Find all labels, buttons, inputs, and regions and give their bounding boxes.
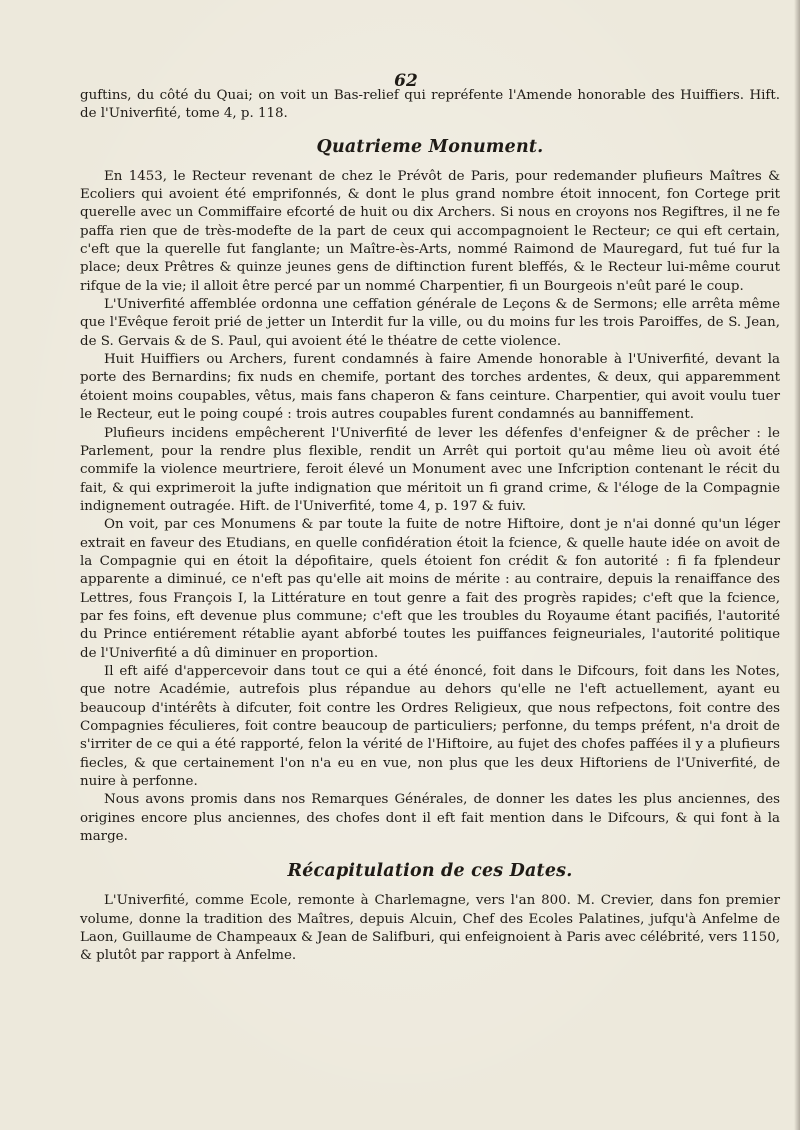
page-number: 62 xyxy=(394,71,418,91)
paragraph: L'Univerfité affemblée ordonna une ceffation générale de Leçons & de Sermons; elle arrêta même que l'Evêque feroit prié de jetter un Interdit fur la ville, ou du moins fur les trois Paroiffes, de S. Jean, de S. Gervais & de S. Paul, qui avoient été le théatre de cette violence. xyxy=(80,297,780,349)
paragraph: Plufieurs incidens empêcherent l'Univerfité de lever les défenfes d'enfeigner & de prêcher : le Parlement, pour la rendre plus flexible, rendit un Arrêt qui portoit qu'au même lieu où avoit été commife la violence meurtriere, feroit élevé un Monument avec une Infcription contenant le récit du fait, & qui exprimeroit la jufte indignation que méritoit un fi grand crime, & l'éloge de la Compagnie indignement outragée. Hift. de l'Univerfité, tome 4, p. 197 & fuiv. xyxy=(80,425,780,514)
page-edge-shadow xyxy=(794,0,800,1130)
page-text-block xyxy=(80,87,780,966)
paragraph: Il eft aifé d'appercevoir dans tout ce qui a été énoncé, foit dans le Difcours, foit dans les Notes, que notre Académie, autrefois plus répandue au dehors qu'elle ne l'eft actuellement, ayant eu beaucoup d'intérêts à difcuter, foit contre les Ordres Religieux, que nous refpectons, foit contre des Compagnies féculieres, foit contre beaucoup de particuliers; perfonne, du temps préfent, n'a droit de s'irriter de ce qui a été rapporté, felon la vérité de l'Hiftoire, au fujet des chofes paffées il y a plufieurs fiecles, & que certainement l'on n'a eu en vue, non plus que les deux Hiftoriens de l'Univerfité, de nuire à perfonne. xyxy=(80,663,780,790)
paragraph: On voit, par ces Monumens & par toute la fuite de notre Hiftoire, dont je n'ai donné qu'un léger extrait en faveur des Etudians, en quelle confidération étoit la fcience, & quelle haute idée on avoit de la Compagnie qui en étoit la dépofitaire, quels étoient fon crédit & fon autorité : fi fa fplendeur apparente a diminué, ce n'eft pas qu'elle ait moins de mérite : au contraire, depuis la renaiffance des Lettres, fous François I, la Littérature en tout genre a fait des progrès rapides; c'eft que la fcience, par fes foins, eft devenue plus commune; c'eft que les troubles du Royaume étant pacifiés, l'autorité du Prince entiérement rétablie ayant abforbé toutes les puiffances feigneuriales, l'autorité politique de l'Univerfité a dû diminuer en proportion. xyxy=(80,517,780,661)
paragraph: Nous avons promis dans nos Remarques Générales, de donner les dates les plus anciennes, des origines encore plus anciennes, des chofes dont il eft fait mention dans le Difcours, & qui font à la marge. xyxy=(80,792,780,845)
recap-heading: Récapitulation de ces Dates. xyxy=(287,861,573,882)
section-heading: Quatrieme Monument. xyxy=(316,136,544,157)
opening-paragraph: guftins, du côté du Quai; on voit un Bas-relief qui repréfente l'Amende honorable des Huiffiers. Hift. de l'Univerfité, tome 4, p. 118. xyxy=(80,88,780,122)
recap-paragraph: L'Univerfité, comme Ecole, remonte à Charlemagne, vers l'an 800. M. Crevier, dans fon premier volume, donne la tradition des Maîtres, depuis Alcuin, Chef des Ecoles Palatines, jufqu'à Anfelme de Laon, Guillaume de Champeaux & Jean de Salifburi, qui enfeignoient à Paris avec célébrité, vers 1150, & plutôt par rapport à Anfelme. xyxy=(80,893,781,964)
paragraph: Huit Huiffiers ou Archers, furent condamnés à faire Amende honorable à l'Univerfité, devant la porte des Bernardins; fix nuds en chemife, portant des torches ardentes, & deux, qui apparemment étoient moins coupables, vêtus, mais fans chaperon & fans ceinture. Charpentier, qui avoit voulu tuer le Recteur, eut le poing coupé : trois autres coupables furent condamnés au banniffement. xyxy=(80,352,780,423)
paragraph: En 1453, le Recteur revenant de chez le Prévôt de Paris, pour redemander plufieurs Maîtres & Ecoliers qui avoient été emprifonnés, & dont le plus grand nombre étoit innocent, fon Cortege prit querelle avec un Commiffaire efcorté de huit ou dix Archers. Si nous en croyons nos Regiftres, il ne fe paffa rien que de très-modefte de la part de ceux qui accompagnoient le Recteur; ce qui eft certain, c'eft que la querelle fut fanglante; un Maître-ès-Arts, nommé Raimond de Mauregard, fut tué fur la place; deux Prêtres & quinze jeunes gens de diftinction furent bleffés, & le Recteur lui-même courut rifque de la vie; il alloit être percé par un nommé Charpentier, fi un Bourgeois n'eût paré le coup. xyxy=(80,168,780,294)
